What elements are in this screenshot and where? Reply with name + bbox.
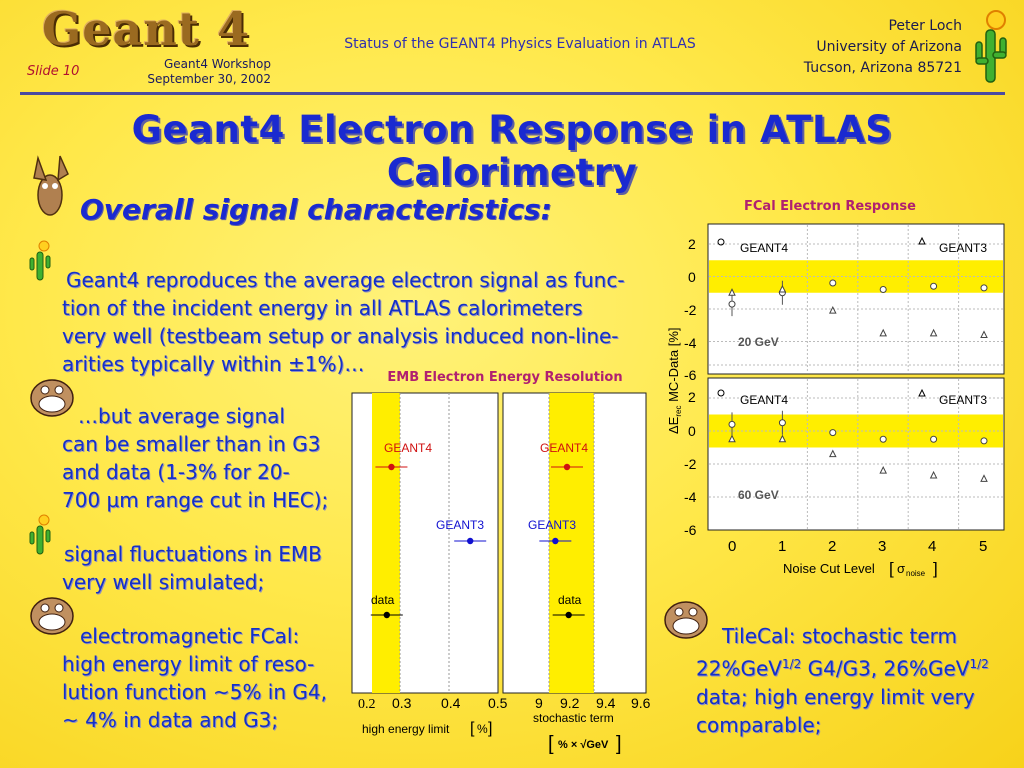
geant4-logo: Geant 4 [42, 2, 251, 56]
bullet-line [696, 650, 1016, 683]
author-city: Tucson, Arizona 85721 [803, 60, 962, 76]
fcal-xlabel-sub: noise [906, 569, 926, 578]
emb-tick: 9.6 [631, 695, 651, 711]
fcal-point-geant4 [931, 436, 937, 442]
bullet-fcal [62, 622, 352, 734]
fcal-point-geant4 [729, 301, 735, 307]
emb-label-data: data [558, 593, 582, 607]
emb-right-bracket: [ [548, 733, 554, 755]
bullet-line: can be smaller than in G3 [62, 432, 321, 456]
fcal-ytick: -6 [684, 522, 697, 538]
cactus-sun-icon [972, 8, 1012, 88]
bullet-line: lution function ~5% in G4, [62, 680, 327, 704]
bullet-tilecal [696, 622, 1016, 739]
emb-tick: 0.4 [441, 695, 461, 711]
fcal-ylabel-rest: MC-Data [%] [666, 327, 681, 406]
fcal-xlabel-sym: σ [897, 561, 906, 576]
emb-right-unit: % × √GeV [558, 739, 609, 751]
fcal-point-geant4 [880, 436, 886, 442]
bullet-line: TileCal: stochastic term [722, 624, 957, 648]
emb-point-geant4 [564, 464, 570, 470]
fcal-xlabel-bracket: [ [889, 559, 894, 578]
fcal-energy-20: 20 GeV [738, 335, 779, 349]
emb-tick: 9.2 [560, 695, 580, 711]
cactus-bullet-icon [28, 514, 54, 556]
emb-chart-title: EMB Electron Energy Resolution [387, 370, 623, 385]
slide-title: Geant4 Electron Response in ATLAS Calorimetry [131, 108, 893, 194]
coyote-icon [30, 150, 70, 220]
bullet-line: very well (testbeam setup or analysis induced non-line- [62, 324, 619, 348]
fcal-point-geant4 [830, 280, 836, 286]
bullet-line: ~ 4% in data and G3; [62, 708, 279, 732]
bullet-line: arities typically within ±1%)… [62, 352, 365, 376]
emb-point-geant4 [388, 464, 394, 470]
author-block [755, 16, 962, 79]
fcal-ytick: 2 [688, 389, 696, 405]
fcal-ytick: -2 [684, 456, 697, 472]
fcal-ylabel-main: ΔE [666, 416, 681, 434]
fcal-legend-g3: GEANT3 [939, 241, 988, 255]
header-divider [20, 92, 1005, 95]
emb-label-geant4: GEANT4 [384, 441, 433, 455]
fcal-point-geant4 [880, 287, 886, 293]
author-name: Peter Loch [888, 18, 962, 34]
bullet-line: comparable; [696, 712, 822, 737]
fcal-ytick: 0 [688, 269, 696, 285]
fcal-ylabel [666, 328, 683, 435]
bullet-line: and data (1-3% for 20- [62, 460, 290, 484]
emb-left-bracket: ] [488, 720, 493, 737]
fcal-ytick: 2 [688, 236, 696, 252]
bullet-line: high energy limit of reso- [62, 652, 315, 676]
emb-point-data [565, 612, 571, 618]
bullet-line: very well simulated; [62, 570, 265, 594]
fcal-response-chart [660, 222, 1012, 582]
emb-point-data [384, 612, 390, 618]
emb-tick: 0.2 [358, 697, 376, 712]
emb-tick: 0.5 [488, 695, 508, 711]
fcal-point-geant4 [931, 283, 937, 289]
bullet-text: 22%GeV [696, 656, 782, 681]
bullet-line: tion of the incident energy in all ATLAS calorimeters [62, 296, 583, 320]
bullet-line: signal fluctuations in EMB [64, 542, 322, 566]
workshop-info [125, 57, 271, 87]
emb-point-geant3 [552, 538, 558, 544]
author-affiliation: University of Arizona [816, 39, 962, 55]
bullet-line: …but average signal [78, 404, 285, 428]
slide-number: Slide 10 [27, 64, 80, 79]
fcal-xlabel-bracket: ] [933, 559, 938, 578]
bullet-line: 700 µm range cut in HEC); [62, 488, 329, 512]
emb-resolution-chart [340, 388, 662, 758]
fcal-legend-g4: GEANT4 [740, 393, 789, 407]
emb-left-unit: % [477, 722, 488, 736]
fcal-ylabel-sub: rec [674, 405, 683, 417]
fcal-xlabel: Noise Cut Level [783, 561, 875, 576]
workshop-date: September 30, 2002 [147, 72, 271, 86]
talk-title: Status of the GEANT4 Physics Evaluation in ATLAS [344, 36, 696, 52]
fcal-xtick: 2 [828, 538, 837, 555]
emb-label-data: data [371, 593, 395, 607]
fcal-chart-title [700, 199, 1020, 214]
bullet-smaller-signal [62, 402, 352, 514]
fcal-ytick: -4 [684, 335, 697, 351]
fcal-point-geant4 [729, 421, 735, 427]
fcal-legend-g3: GEANT3 [939, 393, 988, 407]
fcal-xtick: 0 [728, 538, 737, 555]
bullet-line: data; high energy limit very [696, 684, 975, 709]
emb-label-geant4: GEANT4 [540, 441, 589, 455]
emb-left-xlabel: high energy limit [362, 722, 450, 736]
fcal-ytick: 0 [688, 423, 696, 439]
emb-left-band [372, 393, 400, 693]
emb-label-geant3: GEANT3 [528, 518, 577, 532]
bullet-line: Geant4 reproduces the average electron signal as func- [66, 268, 625, 292]
fcal-title-text: FCal Electron Response [744, 199, 916, 214]
bullet-fluctuations [62, 540, 352, 596]
emb-tick: 9 [535, 695, 543, 711]
emb-right-bracket: ] [616, 733, 622, 755]
emb-label-geant3: GEANT3 [436, 518, 485, 532]
workshop-name: Geant4 Workshop [164, 57, 271, 71]
fcal-xtick: 1 [778, 538, 787, 555]
emb-point-geant3 [467, 538, 473, 544]
bullet-text: G4/G3, 26%GeV [801, 656, 970, 681]
emb-left-bracket: [ [470, 720, 475, 737]
fcal-point-geant4 [830, 430, 836, 436]
fcal-point-geant4 [779, 420, 785, 426]
fcal-xtick: 5 [979, 538, 988, 555]
bullet-sup: 1/2 [781, 657, 802, 671]
fcal-point-geant4 [981, 285, 987, 291]
emb-right-xlabel: stochastic term [533, 711, 614, 725]
emb-tick: 0.3 [392, 695, 412, 711]
fcal-ytick: -6 [684, 367, 697, 383]
cactus-bullet-icon [28, 240, 54, 282]
bullet-line: electromagnetic FCal: [80, 624, 300, 648]
fcal-xtick: 3 [878, 538, 887, 555]
fcal-legend-g4: GEANT4 [740, 241, 789, 255]
fcal-ytick: -2 [684, 302, 697, 318]
section-subtitle: Overall signal characteristics: [80, 193, 552, 226]
fcal-point-geant4 [981, 438, 987, 444]
fcal-ytick: -4 [684, 489, 697, 505]
bullet-signal-average [62, 266, 662, 378]
fcal-xtick: 4 [928, 538, 937, 555]
bullet-sup: 1/2 [969, 657, 989, 671]
fcal-energy-60: 60 GeV [738, 488, 779, 502]
emb-tick: 9.4 [596, 695, 616, 711]
